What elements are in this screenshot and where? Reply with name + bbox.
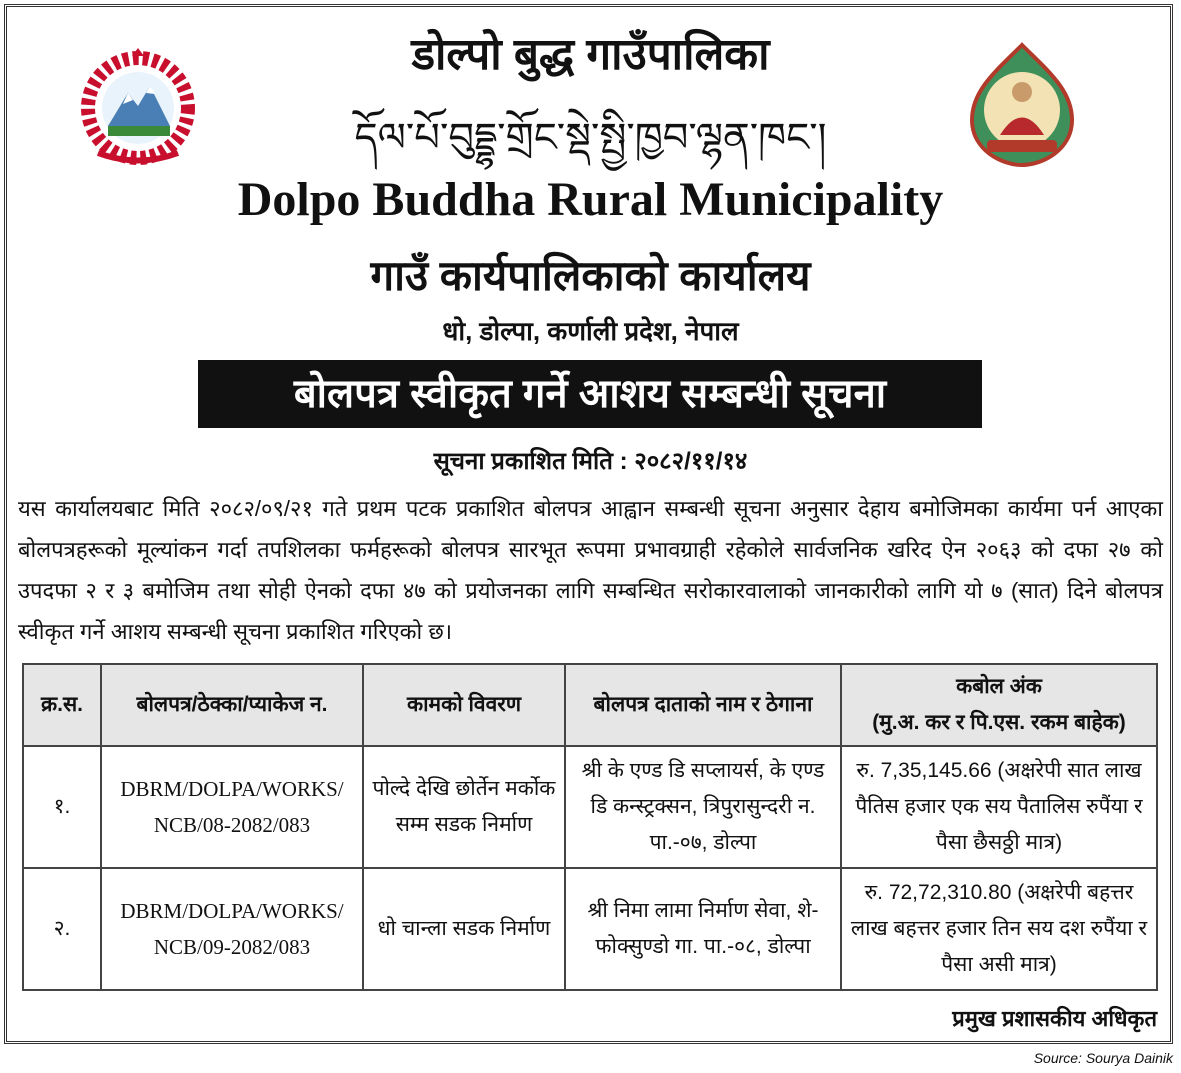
table-header-row [23,664,1157,746]
municipality-title-nepali: डोल्पो बुद्ध गाउँपालिका [411,30,770,79]
cell-package-no: DBRM/DOLPA/WORKS/ NCB/08-2082/083 [101,746,363,868]
header-package-no: बोलपत्र/ठेक्का/प्याकेज न. [101,664,363,746]
cell-work: पोल्दे देखि छोर्तेन मर्कोक सम्म सडक निर्माण [363,746,565,868]
header-bid-amount-label: कबोल अंक [956,675,1042,698]
municipality-title-tibetan: དོལ་པོ་བུདྡྷ་གྲོང་སྡེ་སྤྱི་ཁྱབ་ལྷན་ཁང་། [354,115,827,160]
header-sn: क्र.स. [23,664,101,746]
header-bidder: बोलपत्र दाताको नाम र ठेगाना [565,664,841,746]
cell-bidder: श्री निमा लामा निर्माण सेवा, शे-फोक्सुण्डो गा. पा.-०८, डोल्पा [565,868,841,990]
cell-package-no: DBRM/DOLPA/WORKS/ NCB/09-2082/083 [101,868,363,990]
signatory-title: प्रमुख प्रशासकीय अधिकृत [952,1006,1157,1031]
municipality-title-english: Dolpo Buddha Rural Municipality [237,173,944,226]
header-work-description: कामको विवरण [363,664,565,746]
cell-amount: रु. 7,35,145.66 (अक्षरेपी सात लाख पैतिस हजार एक सय पैतालिस रुपैंया र पैसा छैसठ्ठी मात्र) [841,746,1157,868]
table-row [23,868,1157,990]
cell-sn: २. [23,868,101,990]
cell-work: धो चान्ला सडक निर्माण [363,868,565,990]
cell-amount: रु. 72,72,310.80 (अक्षरेपी बहत्तर लाख बहत्तर हजार तिन सय दश रुपैंया र पैसा असी मात्र) [841,868,1157,990]
address: धो, डोल्पा, कर्णाली प्रदेश, नेपाल [442,316,739,346]
cell-bidder: श्री के एण्ड डि सप्लायर्स, के एण्ड डि कन्स्ट्रक्सन, त्रिपुरासुन्दरी न. पा.-०७, डोल्पा [565,746,841,868]
table-row [23,746,1157,868]
header-bid-amount [841,664,1157,746]
header-bid-amount-note: (मु.अ. कर र पि.एस. रकम बाहेक) [872,711,1126,734]
source-credit: Source: Sourya Dainik [1033,1050,1173,1066]
published-date: सूचना प्रकाशित मिति : २०८२/११/१४ [433,448,748,475]
notice-title-banner: बोलपत्र स्वीकृत गर्ने आशय सम्बन्धी सूचना [198,360,982,428]
bid-table [22,663,1158,991]
cell-sn: १. [23,746,101,868]
office-title: गाउँ कार्यपालिकाको कार्यालय [370,252,811,299]
notice-body: यस कार्यालयबाट मिति २०८२/०९/२१ गते प्रथम पटक प्रकाशित बोलपत्र आह्वान सम्बन्धी सूचना अनुसार देहाय बमोजिमका कार्यमा पर्न आएका बोलपत्रहरूको मूल्यांकन गर्दा तपशिलका फर्महरूको बोलपत्र सारभूत रूपमा प्रभावग्राही रहेकोले सार्वजनिक खरिद ऐन २०६३ को दफा २७ को उपदफा २ र ३ बमोजिम तथा सोही ऐनको दफा ४७ को प्रयोजनका लागि सम्बन्धित सरोकारवालाको जानकारीको लागि यो ७ (सात) दिने बोलपत्र स्वीकृत गर्ने आशय सम्बन्धी सूचना प्रकाशित गरिएको छ। [18,496,1163,644]
